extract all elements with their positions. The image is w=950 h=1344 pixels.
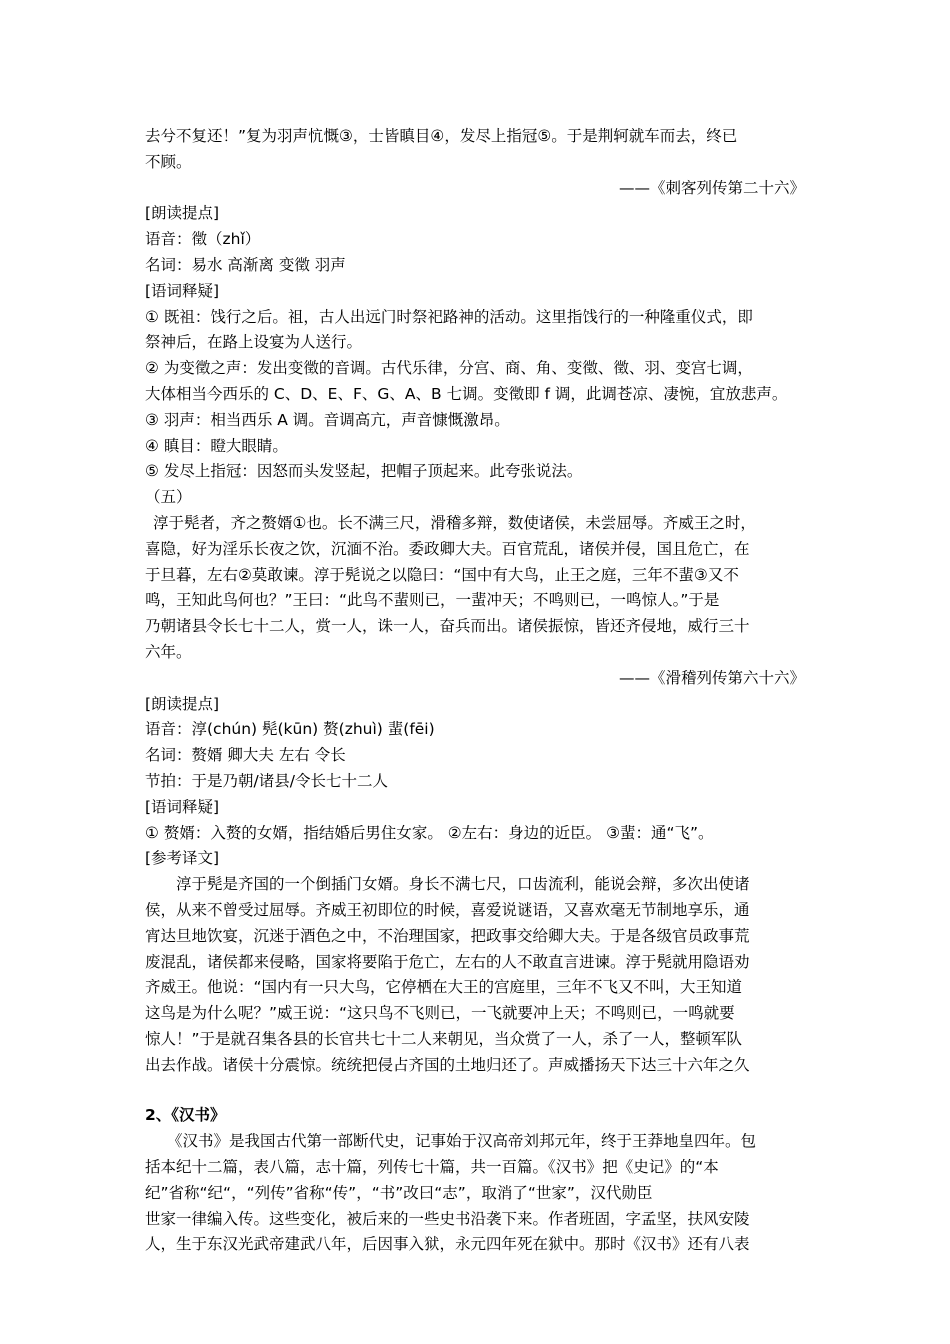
gloss-line: ④ 瞋目：瞪大眼睛。 bbox=[145, 436, 288, 455]
spacer bbox=[145, 1078, 805, 1103]
text-line: 喜隐，好为淫乐长夜之饮，沉湎不治。委政卿大夫。百官荒乱，诸侯并侵，国且危亡，在 bbox=[145, 539, 750, 558]
gloss-line: ⑤ 发尽上指冠：因怒而头发竖起，把帽子顶起来。此夸张说法。 bbox=[145, 462, 583, 481]
text-line: 世家一律编入传。这些变化，被后来的一些史书沿袭下来。作者班固，字孟坚，扶风安陵 bbox=[145, 1209, 750, 1228]
pronunciation-line: 语音：淳(chún) 髡(kūn) 赘(zhuì) 蜚(fēi) bbox=[145, 720, 435, 739]
nouns-line: 名词：易水 高渐离 变徵 羽声 bbox=[145, 255, 346, 274]
translation-line: 宵达旦地饮宴，沉迷于酒色之中，不治理国家，把政事交给卿大夫。于是各级官员政事荒 bbox=[145, 926, 750, 945]
text-line: 乃朝诸县令长七十二人，赏一人，诛一人，奋兵而出。诸侯振惊，皆还齐侵地，威行三十 bbox=[145, 617, 750, 636]
text-line: 去兮不复还！”复为羽声忼慨③，士皆瞋目④，发尽上指冠⑤。于是荆轲就车而去，终已 bbox=[145, 127, 738, 145]
section-label: [语词释疑] bbox=[145, 797, 220, 816]
text-line: 于旦暮，左右②莫敢谏。淳于髡说之以隐曰：“国中有大鸟，止王之庭，三年不蜚③又不 bbox=[145, 565, 739, 584]
section-number: （五） bbox=[145, 488, 192, 507]
nouns-line: 名词：赘婿 卿大夫 左右 令长 bbox=[145, 746, 346, 765]
section-heading: 2、《汉书》 bbox=[145, 1106, 226, 1125]
text-line: 鸣，王知此鸟何也？”王曰：“此鸟不蜚则已，一蜚冲天；不鸣则已，一鸣惊人。”于是 bbox=[145, 591, 720, 610]
source-citation: ——《刺客列传第二十六》 bbox=[618, 178, 805, 197]
rhythm-line: 节拍：于是乃朝/诸县/令长七十二人 bbox=[145, 771, 388, 790]
gloss-line: 大体相当今西乐的 C、D、E、F、G、A、B 七调。变徵即 f 调，此调苍凉、凄惋，宜放悲声。 bbox=[145, 384, 788, 403]
source-citation: ——《滑稽列传第六十六》 bbox=[618, 668, 805, 687]
gloss-line: ① 既祖：饯行之后。祖，古人出远门时祭祀路神的活动。这里指饯行的一种隆重仪式，即 bbox=[145, 307, 753, 326]
text-line: 淳于髡者，齐之赘婿①也。长不满三尺，滑稽多辩，数使诸侯，未尝屈辱。齐威王之时， bbox=[153, 513, 756, 532]
text-line: 纪”省称“纪“，“列传”省称“传”，“书”改曰“志”，取消了“世家”，汉代勋臣 bbox=[145, 1183, 653, 1202]
gloss-line: ① 赘婿：入赘的女婿，指结婚后男住女家。 ②左右：身边的近臣。 ③蜚：通“飞”。 bbox=[145, 823, 714, 842]
text-line: 《汉书》是我国古代第一部断代史，记事始于汉高帝刘邦元年，终于王莽地皇四年。包 bbox=[167, 1132, 757, 1151]
text-line: 括本纪十二篇，表八篇，志十篇，列传七十篇，共一百篇。《汉书》把《史记》的“本 bbox=[145, 1158, 719, 1177]
gloss-line: ② 为变徵之声：发出变徵的音调。古代乐律，分宫、商、角、变徵、徵、羽、变宫七调， bbox=[145, 359, 753, 378]
translation-line: 侯，从来不曾受过屈辱。齐威王初即位的时候，喜爱说谜语，又喜欢毫无节制地享乐，通 bbox=[145, 900, 750, 919]
translation-line: 淳于髡是齐国的一个倒插门女婿。身长不满七尺，口齿流利，能说会辩，多次出使诸 bbox=[176, 875, 750, 894]
translation-line: 这鸟是为什么呢？”威王说：“这只鸟不飞则已，一飞就要冲上天；不鸣则已，一鸣就要 bbox=[145, 1004, 735, 1023]
gloss-line: 祭神后，在路上设宴为人送行。 bbox=[145, 333, 363, 352]
section-label: [朗读提点] bbox=[145, 694, 220, 713]
translation-line: 出去作战。诸侯十分震惊。统统把侵占齐国的土地归还了。声威播扬天下达三十六年之久 bbox=[145, 1055, 750, 1074]
translation-line: 齐威王。他说：“国内有一只大鸟，它停栖在大王的宫庭里，三年不飞又不叫，大王知道 bbox=[145, 978, 743, 997]
gloss-line: ③ 羽声：相当西乐 A 调。音调高亢，声音慷慨激昂。 bbox=[145, 410, 510, 429]
section-label: [语词释疑] bbox=[145, 281, 220, 300]
pronunciation-line: 语音：徵（zhǐ） bbox=[145, 230, 261, 249]
text-line: 六年。 bbox=[145, 642, 192, 661]
section-label: [参考译文] bbox=[145, 849, 220, 868]
section-label: [朗读提点] bbox=[145, 204, 220, 223]
translation-line: 惊人！”于是就召集各县的长官共七十二人来朝见，当众赏了一人，杀了一人，整顿军队 bbox=[145, 1029, 743, 1048]
text-line: 人，生于东汉光武帝建武八年，后因事入狱，永元四年死在狱中。那时《汉书》还有八表 bbox=[145, 1235, 750, 1254]
text-line: 不顾。 bbox=[145, 152, 192, 171]
document-page bbox=[145, 124, 805, 1258]
translation-line: 废混乱，诸侯都来侵略，国家将要陷于危亡，左右的人不敢直言进谏。淳于髡就用隐语劝 bbox=[145, 952, 750, 971]
